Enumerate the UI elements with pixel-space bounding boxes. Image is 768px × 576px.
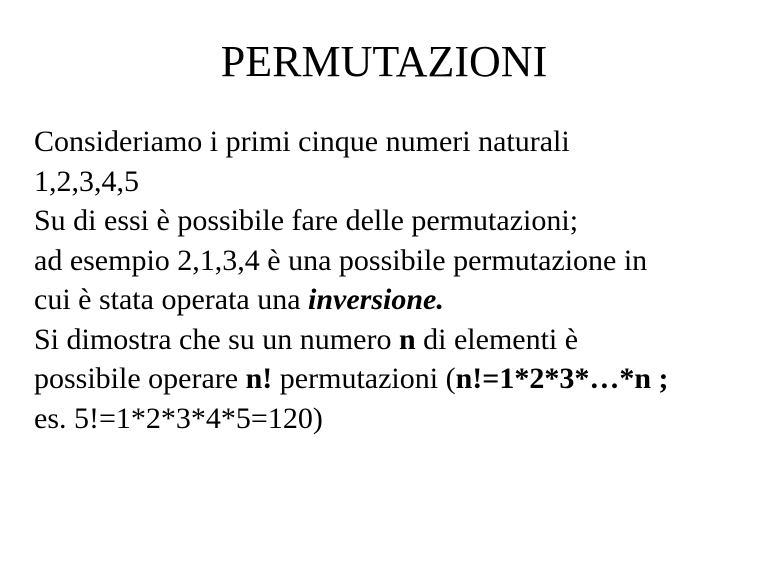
slide-body (34, 122, 764, 438)
body-line-6-text: Si dimostra che su un numero (34, 322, 399, 356)
n-symbol: n (398, 322, 416, 356)
factorial-formula: n!=1*2*3*…*n ; (455, 362, 669, 395)
body-line-7-text: possibile operare (34, 362, 246, 395)
body-line-6-tail: di elementi è (415, 322, 579, 356)
body-line-3: Su di essi è possibile fare delle permutazioni; (34, 204, 579, 237)
body-line-5-text: cui è stata operata una (34, 283, 309, 316)
body-line-6 (34, 320, 764, 360)
body-line-2: 1,2,3,4,5 (34, 164, 139, 198)
body-line-7 (34, 359, 764, 399)
body-line-7-mid: permutazioni ( (272, 362, 456, 395)
body-line-5 (34, 280, 764, 320)
inversion-term: inversione. (308, 283, 444, 316)
body-line-8: es. 5!=1*2*3*4*5=120) (34, 401, 323, 435)
body-line-1: Consideriamo i primi cinque numeri naturali (34, 125, 570, 158)
body-line-4: ad esempio 2,1,3,4 è una possibile permutazione in (34, 243, 648, 277)
slide-title: PERMUTAZIONI (220, 37, 548, 86)
n-factorial-symbol: n! (245, 362, 273, 395)
